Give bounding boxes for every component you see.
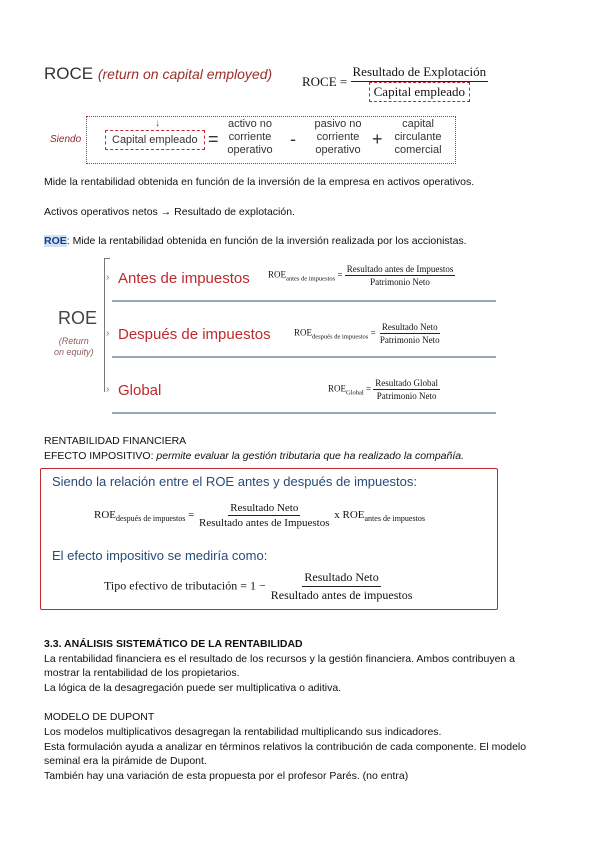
down-arrow-icon: ↓ (155, 118, 160, 129)
f2-fraction (269, 570, 415, 603)
roe-item-despues: Después de impuestos (118, 326, 271, 343)
roe-denominator: Patrimonio Neto (376, 391, 437, 401)
efecto-label: EFECTO IMPOSITIVO: (44, 450, 154, 462)
plus-sign: + (372, 129, 383, 149)
dupont-line-3: seminal era la pirámide de Dupont. (44, 755, 207, 767)
chevron-right-icon: › (106, 384, 110, 395)
f2-lhs: Tipo efectivo de tributación = 1 − (104, 578, 266, 593)
roe-formula-eq: = (365, 383, 372, 394)
roce-formula (302, 64, 488, 102)
f1-numerator: Resultado Neto (230, 502, 299, 514)
roe-rule (112, 300, 496, 302)
f1-rhs-sub: antes de impuestos (364, 514, 425, 524)
dupont-line-2: Esta formulación ayuda a analizar en términos relativos la contribución de cada componente. El modelo (44, 741, 527, 753)
paragraph-activos: Activos operativos netos → Resultado de explotación. (44, 206, 295, 218)
roe-formula-eq: = (370, 327, 376, 338)
f1-denominator: Resultado antes de Impuestos (199, 517, 330, 529)
roce-subtitle: (return on capital employed) (97, 66, 273, 82)
minus-sign: - (290, 129, 296, 149)
roe-item-global: Global (118, 382, 162, 399)
f1-lhs: ROE (94, 509, 116, 522)
roe-formula-antes (268, 264, 455, 287)
roe-formula-lhs: ROE (294, 327, 312, 338)
roe-numerator: Resultado Global (375, 378, 439, 388)
section-heading: 3.3. ANÁLISIS SISTEMÁTICO DE LA RENTABILIDAD (44, 638, 303, 650)
roe-main-label: ROE (58, 308, 98, 328)
f1-rhs: x ROE (334, 509, 365, 522)
f1-fraction (197, 502, 331, 529)
roe-denominator: Patrimonio Neto (379, 335, 440, 345)
efecto-heading-1: Siendo la relación entre el ROE antes y después de impuestos: (52, 474, 417, 489)
roe-item-antes: Antes de impuestos (118, 270, 250, 287)
term1-line2: corriente (228, 131, 272, 143)
term2-line1: pasivo no (314, 118, 362, 130)
capital-circulante (387, 118, 449, 157)
efecto-formula-1 (94, 502, 425, 529)
capital-empleado-box: Capital empleado (105, 130, 205, 150)
branch-trunk (104, 258, 105, 392)
term2-line2: corriente (316, 131, 360, 143)
roe-label: ROE (44, 235, 67, 247)
term1-line3: operativo (227, 144, 273, 156)
siendo-label: Siendo (50, 134, 82, 145)
paragraph-roce-desc: Mide la rentabilidad obtenida en función de la inversión de la empresa en activos operativos. (44, 176, 475, 188)
efecto-formula-2 (104, 570, 414, 603)
roe-desc: : Mide la rentabilidad obtenida en función de la inversión realizada por los accionistas. (66, 235, 467, 247)
chevron-right-icon: › (106, 272, 110, 283)
roe-rule (112, 412, 496, 414)
efecto-heading-2: El efecto impositivo se mediría como: (52, 548, 268, 563)
pasivo-no-corriente (309, 118, 367, 157)
efecto-desc: permite evaluar la gestión tributaria que ha realizado la compañía. (156, 450, 465, 462)
roce-numerator: Resultado de Explotación (351, 64, 489, 82)
branch-top (104, 258, 110, 259)
roe-formula-lhs: ROE (268, 269, 286, 280)
roe-numerator: Resultado Neto (381, 322, 438, 332)
roe-sub-line2: on equity) (54, 347, 94, 357)
dupont-heading: MODELO DE DUPONT (44, 711, 155, 723)
roe-formula-despues (294, 322, 442, 345)
section-line-3: La lógica de la desagregación puede ser multiplicativa o aditiva. (44, 682, 342, 694)
roce-formula-lhs: ROCE = (302, 73, 348, 89)
roe-formula-lhs: ROE (328, 383, 346, 394)
roe-fraction (378, 322, 442, 345)
roe-formula-global (328, 378, 440, 401)
roe-formula-sub: antes de impuestos (286, 275, 336, 283)
roce-title-text: ROCE (44, 64, 94, 83)
efecto-impositivo-line (44, 450, 464, 463)
roce-denominator: Capital empleado (369, 82, 470, 102)
section-line-2: mostrar la rentabilidad de los propietarios. (44, 667, 240, 679)
equals-sign: = (208, 129, 219, 149)
f1-lhs-sub: después de impuestos (116, 514, 186, 524)
roe-fraction (345, 264, 456, 287)
roe-sub-line1: (Return (58, 336, 89, 346)
term3-line1: capital (402, 118, 434, 130)
term3-line3: comercial (394, 144, 442, 156)
dupont-line-1: Los modelos multiplicativos desagregan la rentabilidad multiplicando sus indicadores. (44, 726, 442, 738)
f1-eq: = (188, 509, 195, 522)
term2-line3: operativo (315, 144, 361, 156)
f2-denominator: Resultado antes de impuestos (270, 588, 413, 602)
section-line-1: La rentabilidad financiera es el resultado de los recursos y la gestión financiera. Ambos contribuyen a (44, 653, 516, 665)
roe-formula-eq: = (337, 269, 343, 280)
roe-formula-sub: después de impuestos (312, 333, 369, 341)
roe-fraction (373, 378, 440, 401)
term3-line2: circulante (394, 131, 442, 143)
roe-numerator: Resultado antes de Impuestos (346, 264, 454, 274)
roe-rule (112, 356, 496, 358)
rentabilidad-financiera-heading: RENTABILIDAD FINANCIERA (44, 435, 187, 447)
roce-fraction (351, 64, 489, 102)
term1-line1: activo no (227, 118, 273, 130)
roe-denominator: Patrimonio Neto (370, 277, 430, 287)
paragraph-roe (44, 235, 467, 248)
roce-title (44, 64, 272, 84)
roe-sub-label (54, 336, 94, 358)
chevron-right-icon: › (106, 328, 110, 339)
dupont-line-4: También hay una variación de esta propuesta por el profesor Parés. (no entra) (44, 770, 409, 782)
roe-formula-sub: Global (346, 389, 364, 397)
activo-no-corriente (222, 118, 278, 157)
f2-numerator: Resultado Neto (302, 570, 380, 587)
